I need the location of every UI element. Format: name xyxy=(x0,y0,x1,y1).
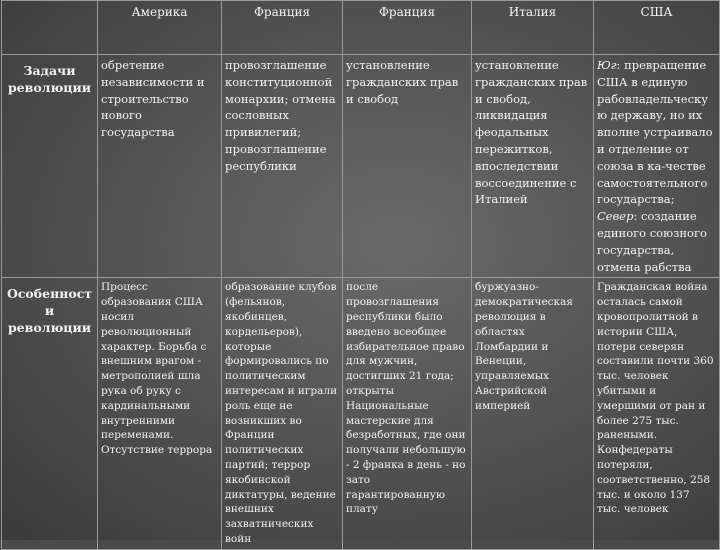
cell-goals-usa xyxy=(594,55,720,278)
row-label-goals: Задачи революции xyxy=(2,55,98,278)
usa-south-label: Юг xyxy=(597,58,617,72)
column-header-italy: Италия xyxy=(472,1,594,55)
column-header-america: Америка xyxy=(98,1,222,55)
column-header-usa: США xyxy=(594,1,720,55)
column-header-france-1: Франция xyxy=(222,1,343,55)
column-header-france-2: Франция xyxy=(343,1,472,55)
cell-features-france-2: после провозглашения республики было введено всеобщее избирательное право для мужчин, достигших 21 года; открыты Национальные мастерские для безработных, где они получали небольшую - 2 франка в день - но зато гарантированную плату xyxy=(343,278,472,549)
usa-south-text: : превращение США в единую рабовладельческую державу, но их вполне устраивало и отделение от союза в ка-честве самостоятельного государства; xyxy=(597,58,713,207)
cell-features-france-1: образование клубов (фельянов, якобинцев, кордельеров), которые формировались по политическим интересам и играли роль еще не возникших во Франции политических партий; террор якобинской диктатуры, ведение внешних захватнических войн xyxy=(222,278,343,549)
cell-goals-america: обретение независимости и строительство нового государства xyxy=(98,55,222,278)
usa-north-label: Север xyxy=(597,209,634,224)
cell-features-america: Процесс образования США носил революционный характер. Борьба с внешним врагом - метрополией шла рука об руку с кардинальными внутренними переменами. Отсутствие террора xyxy=(98,278,222,549)
table-row-goals xyxy=(2,55,720,278)
comparison-table xyxy=(1,0,720,550)
row-label-features: Особенности революции xyxy=(2,278,98,549)
bottom-band xyxy=(0,498,720,540)
header-corner-cell xyxy=(2,1,98,55)
cell-goals-france-2: установление гражданских прав и свобод xyxy=(343,55,472,278)
usa-north-text: : создание единого союзного государства, отмена рабства xyxy=(597,209,707,274)
cell-goals-france-1: провозглашение конституционной монархии; отмена сословных привилегий; провозглашение республики xyxy=(222,55,343,278)
header-row xyxy=(2,1,720,55)
cell-features-usa: Гражданская война осталась самой кровопролитной в истории США, потери северян составили почти 360 тыс. человек убитыми и умершими от ран и более 275 тыс. ранеными. Конфедераты потеряли, соответственно, 258 тыс. и около 137 тыс. человек xyxy=(594,278,720,549)
cell-features-italy: буржуазно-демократическая революция в областях Ломбардии и Венеции, управляемых Австрийской империей xyxy=(472,278,594,549)
cell-goals-italy: установление гражданских прав и свобод, ликвидация феодальных пережитков, впоследствии воссоединение с Италией xyxy=(472,55,594,278)
